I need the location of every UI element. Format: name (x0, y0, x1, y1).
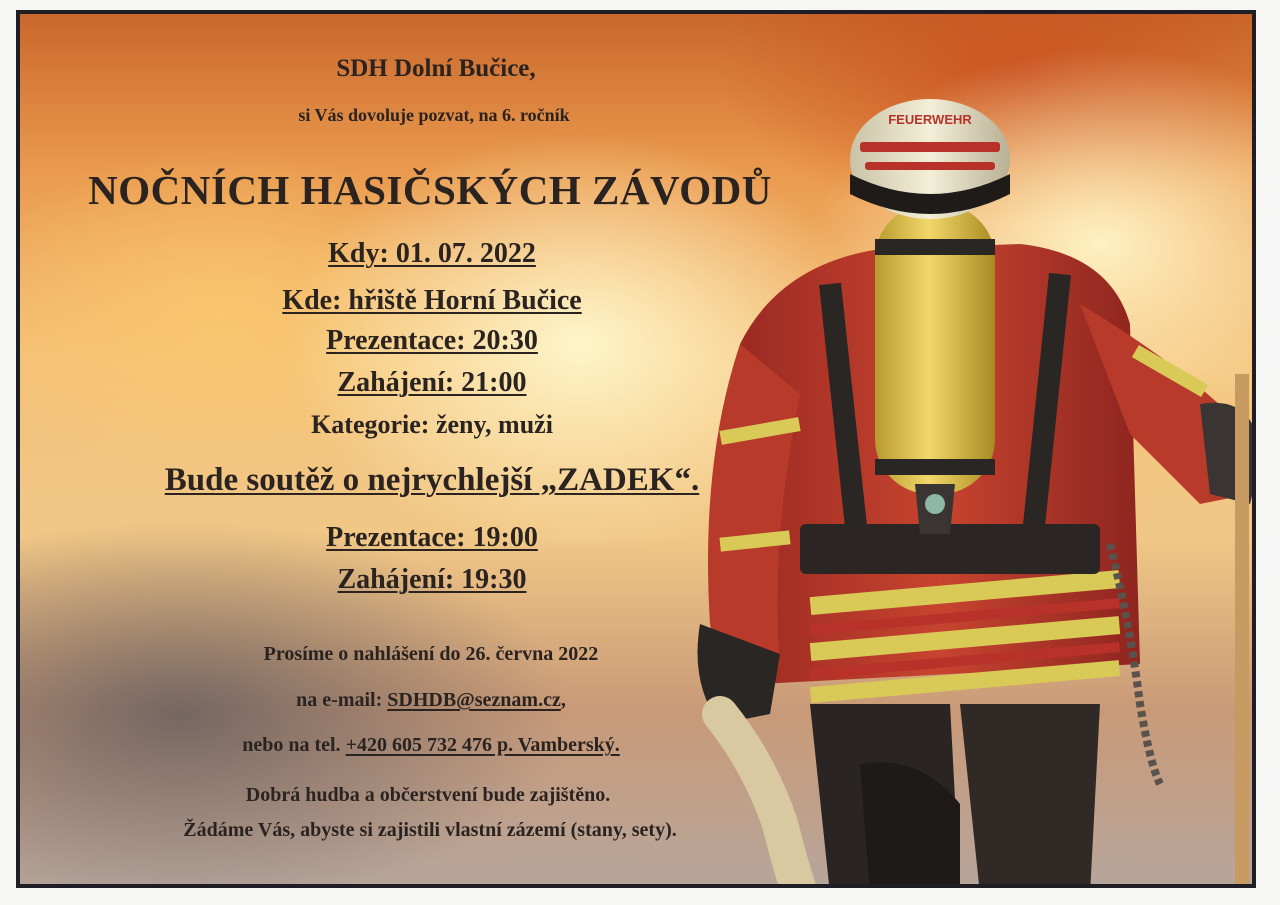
closing-line-1: Dobrá hudba a občerstvení bude zajištěno. (245, 784, 611, 806)
presentation-time-2: Prezentace: 19:00 (326, 522, 538, 553)
presentation-time-1: Prezentace: 20:30 (326, 325, 538, 356)
email-suffix: , (560, 689, 566, 711)
invite-line: si Vás dovoluje pozvat, na 6. ročník (298, 105, 570, 125)
phone-prefix: nebo na tel. (242, 734, 341, 756)
email-link[interactable]: SDHDB@seznam.cz (387, 689, 561, 711)
categories: Kategorie: ženy, muži (311, 410, 553, 439)
phone-link[interactable]: +420 605 732 476 p. Vamberský. (345, 734, 620, 756)
special-contest: Bude soutěž o nejrychlejší „ZADEK“. (164, 462, 700, 498)
organizer-name: SDH Dolní Bučice, (336, 55, 536, 82)
invitation-poster (16, 10, 1256, 888)
closing-line-2: Žádáme Vás, abyste si zajistili vlastní zázemí (stany, sety). (183, 819, 677, 841)
registration-note: Prosíme o nahlášení do 26. června 2022 (263, 643, 599, 665)
event-date: Kdy: 01. 07. 2022 (328, 238, 536, 269)
event-location: Kde: hřiště Horní Bučice (282, 285, 582, 316)
event-title: NOČNÍCH HASIČSKÝCH ZÁVODŮ (88, 167, 772, 213)
phone-line (242, 734, 620, 757)
invitation-text (20, 14, 1252, 884)
start-time-1: Zahájení: 21:00 (337, 367, 527, 398)
start-time-2: Zahájení: 19:30 (337, 564, 527, 595)
email-prefix: na e-mail: (296, 689, 383, 711)
helmet-label: FEUERWEHR (888, 112, 972, 127)
email-line (296, 689, 566, 712)
